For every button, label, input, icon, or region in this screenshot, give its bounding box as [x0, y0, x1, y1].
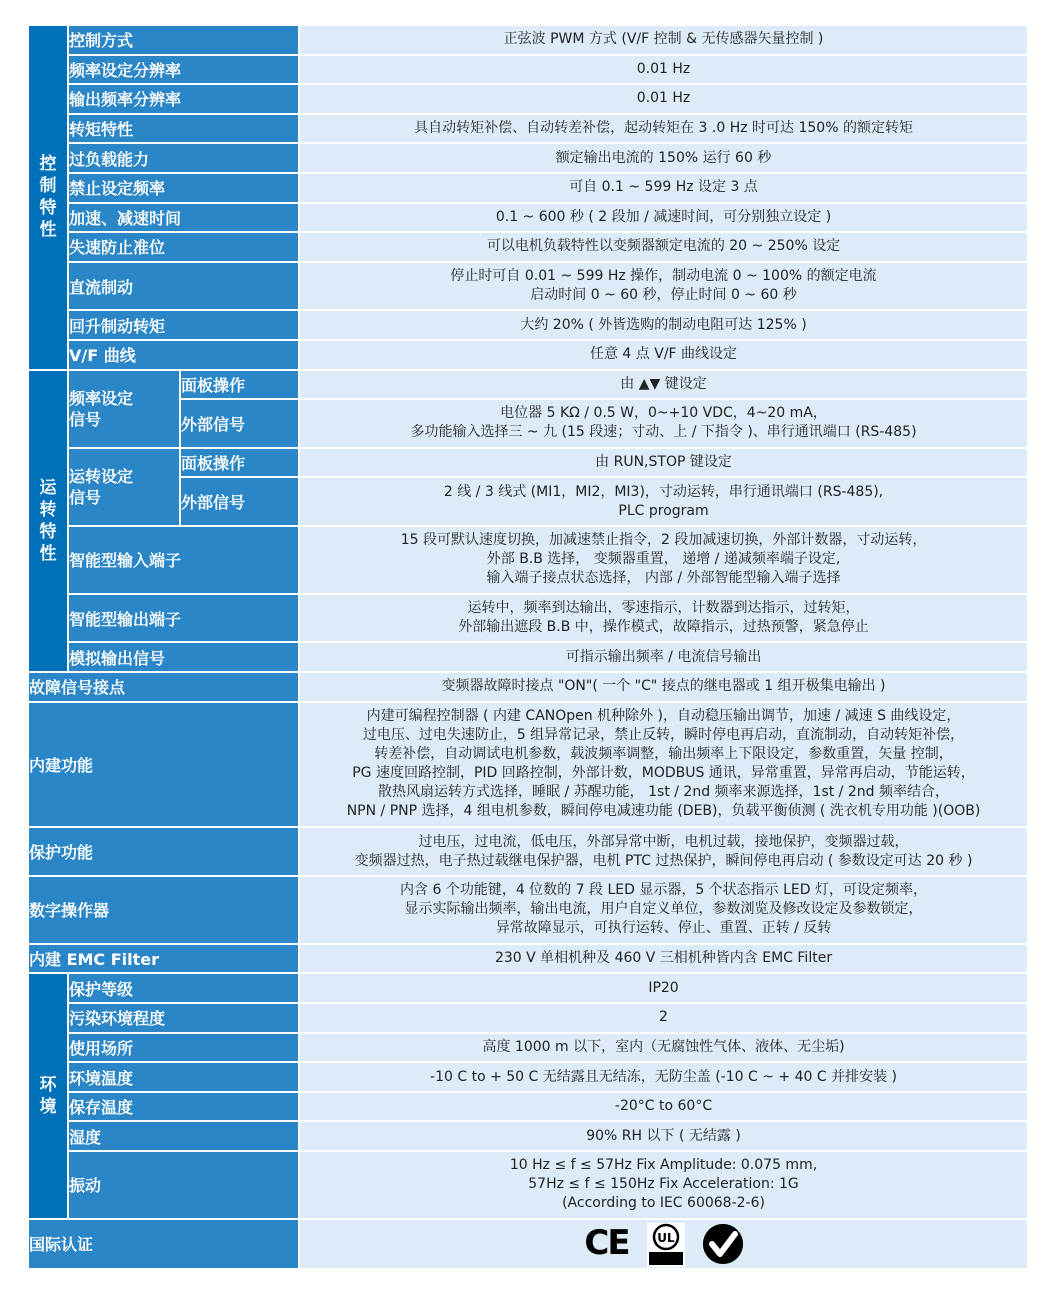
spec-row — [28, 672, 1028, 702]
spec-value-line: 10 Hz ≤ f ≤ 57Hz Fix Amplitude: 0.075 mm, — [509, 1157, 818, 1174]
rcm-mark-icon — [703, 1224, 743, 1264]
spec-value-line: 停止时可自 0.01 ~ 599 Hz 操作，制动电流 0 ~ 100% 的额定电流 — [450, 268, 877, 285]
spec-value-line: 异常故障显示，可执行运转、停止、重置、正转 / 反转 — [495, 920, 832, 937]
spec-row — [28, 973, 1028, 1003]
spec-label: 振动 — [68, 1151, 299, 1219]
spec-value — [299, 143, 1028, 173]
spec-value-line: 2 线 / 3 线式 (MI1，MI2，MI3)，寸动运转，串行通讯端口 (RS-485), — [443, 483, 884, 500]
spec-label: 频率设定信号 — [68, 370, 180, 448]
spec-value-line: 15 段可默认速度切换，加减速禁止指令，2 段加减速切换，外部计数器，寸动运转， — [400, 532, 927, 549]
spec-value — [299, 1092, 1028, 1122]
spec-value-line: 额定输出电流的 150% 运行 60 秒 — [555, 149, 772, 166]
spec-label: 面板操作 — [180, 448, 299, 478]
spec-table — [27, 24, 1029, 1270]
spec-row — [28, 702, 1028, 828]
spec-label: 国际认证 — [28, 1219, 299, 1269]
category-label — [28, 25, 68, 370]
spec-label: V/F 曲线 — [68, 340, 299, 370]
spec-row — [28, 526, 1028, 594]
spec-value-line: 90% RH 以下 ( 无结露 ) — [586, 1127, 741, 1144]
spec-value-line: 显示实际输出频率，输出电流，用户自定义单位，参数浏览及修改设定及参数锁定， — [404, 901, 923, 918]
spec-value-line: 230 V 单相机种及 460 V 三相机种皆内含 EMC Filter — [494, 950, 833, 967]
spec-label: 面板操作 — [180, 370, 299, 400]
spec-value-line: NPN / PNP 选择，4 组电机参数，瞬间停电减速功能 (DEB)，负载平衡侦测 ( 洗衣机专用功能 )(OOB) — [346, 803, 981, 820]
ce-mark-icon: CE — [584, 1223, 629, 1264]
spec-row — [28, 1062, 1028, 1092]
spec-value-line: 过电压，过电流，低电压，外部异常中断，电机过载，接地保护，变频器过载， — [418, 833, 909, 850]
spec-value-line: 0.01 Hz — [636, 60, 691, 77]
spec-value — [299, 25, 1028, 55]
spec-value-line: 电位器 5 KΩ / 0.5 W，0~+10 VDC，4~20 mA， — [500, 405, 827, 422]
spec-row — [28, 262, 1028, 311]
spec-value — [299, 84, 1028, 114]
spec-value-line: 57Hz ≤ f ≤ 150Hz Fix Acceleration: 1G — [528, 1176, 799, 1193]
category-label — [28, 370, 68, 672]
spec-value-line: 运转中，频率到达输出，零速指示，计数器到达指示，过转矩， — [467, 600, 860, 617]
spec-value — [299, 203, 1028, 233]
spec-value — [299, 310, 1028, 340]
spec-value-line: IP20 — [648, 979, 679, 996]
spec-value-line: 散热风扇运转方式选择，睡眠 / 苏醒功能， 1st / 2nd 频率来源选择，1st / 2nd 频率结合， — [378, 784, 949, 801]
spec-row — [28, 340, 1028, 370]
spec-label: 使用场所 — [68, 1033, 299, 1063]
spec-label: 直流制动 — [68, 262, 299, 311]
spec-row — [28, 173, 1028, 203]
spec-value — [299, 594, 1028, 643]
spec-label: 失速防止准位 — [68, 232, 299, 262]
category-text: 环境 — [39, 1075, 57, 1118]
spec-row — [28, 1121, 1028, 1151]
spec-value — [299, 340, 1028, 370]
spec-value-line: 大约 20% ( 外皆选购的制动电阻可达 125% ) — [520, 316, 807, 333]
spec-value-line: 由 ▲▼ 键设定 — [620, 375, 707, 392]
spec-value-line: 高度 1000 m 以下，室内（无腐蚀性气体、液体、无尘垢) — [482, 1038, 845, 1055]
spec-row — [28, 876, 1028, 944]
spec-value-line: 可自 0.1 ~ 599 Hz 设定 3 点 — [569, 179, 758, 196]
spec-label: 智能型输入端子 — [68, 526, 299, 594]
spec-label: 禁止设定频率 — [68, 173, 299, 203]
spec-row — [28, 1003, 1028, 1033]
spec-row — [28, 1151, 1028, 1219]
spec-value-line: -20°C to 60°C — [614, 1098, 713, 1115]
spec-value — [299, 526, 1028, 594]
certification-row — [28, 1219, 1028, 1269]
spec-label: 智能型输出端子 — [68, 594, 299, 643]
spec-label: 运转设定信号 — [68, 448, 180, 526]
spec-row — [28, 370, 1028, 400]
spec-label: 污染环境程度 — [68, 1003, 299, 1033]
spec-row — [28, 448, 1028, 478]
spec-value — [299, 399, 1028, 448]
spec-row — [28, 944, 1028, 974]
spec-row — [28, 25, 1028, 55]
category-label — [28, 973, 68, 1218]
spec-value-line: 由 RUN,STOP 键设定 — [595, 454, 732, 471]
spec-value-line: PG 速度回路控制，PID 回路控制，外部计数，MODBUS 通讯，异常重置，异常再启动，节能运转， — [352, 765, 975, 782]
spec-value — [299, 672, 1028, 702]
spec-label: 内建 EMC Filter — [28, 944, 299, 974]
spec-label: 内建功能 — [28, 702, 299, 828]
spec-label: 加速、减速时间 — [68, 203, 299, 233]
spec-value — [299, 370, 1028, 400]
spec-value — [299, 55, 1028, 85]
spec-label: 保护功能 — [28, 827, 299, 876]
spec-row — [28, 827, 1028, 876]
spec-value-line: 0.01 Hz — [636, 90, 691, 107]
spec-value-line: 过电压、过电失速防止，5 组异常记录，禁止反转，瞬时停电再启动，直流制动，自动转矩补偿， — [362, 727, 965, 744]
spec-label: 环境温度 — [68, 1062, 299, 1092]
spec-value-line: 变频器过热，电子热过载继电保护器，电机 PTC 过热保护，瞬间停电再启动 ( 参数设定可达 20 秒 ) — [354, 852, 973, 869]
spec-value — [299, 876, 1028, 944]
spec-row — [28, 143, 1028, 173]
spec-value — [299, 702, 1028, 828]
spec-row — [28, 114, 1028, 144]
spec-row — [28, 310, 1028, 340]
spec-value-line: 转差补偿，自动调试电机参数，载波频率调整，输出频率上下限设定，参数重置，矢量 控制， — [374, 746, 953, 763]
spec-row — [28, 203, 1028, 233]
spec-value — [299, 173, 1028, 203]
spec-value — [299, 944, 1028, 974]
spec-value — [299, 1062, 1028, 1092]
spec-row — [28, 232, 1028, 262]
spec-value — [299, 1003, 1028, 1033]
spec-value-line: (According to IEC 60068-2-6) — [562, 1195, 765, 1212]
spec-label: 输出频率分辨率 — [68, 84, 299, 114]
spec-value — [299, 262, 1028, 311]
spec-row — [28, 594, 1028, 643]
spec-value-line: -10 C to + 50 C 无结露且无结冻，无防尘盖 (-10 C ~ + 40 C 并排安装 ) — [430, 1068, 897, 1085]
ul-listed-icon — [647, 1223, 685, 1265]
spec-value-line: PLC program — [618, 502, 709, 519]
spec-row — [28, 1033, 1028, 1063]
spec-label: 外部信号 — [180, 477, 299, 526]
spec-row — [28, 642, 1028, 672]
spec-label: 数字操作器 — [28, 876, 299, 944]
spec-value-line: 外部输出遮段 B.B 中，操作模式，故障指示，过热预警，紧急停止 — [458, 619, 869, 636]
spec-value — [299, 114, 1028, 144]
spec-value-line: 正弦波 PWM 方式 (V/F 控制 & 无传感器矢量控制 ) — [503, 31, 824, 48]
spec-row — [28, 55, 1028, 85]
spec-value-line: 内含 6 个功能键，4 位数的 7 段 LED 显示器，5 个状态指示 LED 灯，可设定频率， — [400, 882, 927, 899]
spec-label: 保存温度 — [68, 1092, 299, 1122]
spec-label: 故障信号接点 — [28, 672, 299, 702]
spec-value-line: 可指示输出频率 / 电流信号输出 — [565, 648, 762, 665]
spec-label: 外部信号 — [180, 399, 299, 448]
category-text: 运转特性 — [39, 477, 57, 564]
spec-label: 湿度 — [68, 1121, 299, 1151]
spec-value-line: 0.1 ~ 600 秒 ( 2 段加 / 减速时间，可分别独立设定 ) — [495, 208, 832, 225]
spec-value — [299, 1121, 1028, 1151]
spec-value — [299, 642, 1028, 672]
spec-value — [299, 477, 1028, 526]
spec-value-line: 2 — [659, 1009, 668, 1026]
spec-value-line: 多功能输入选择三 ~ 九 (15 段速；寸动、上 / 下指令 )、串行通讯端口 (RS-485) — [410, 424, 917, 441]
spec-label: 控制方式 — [68, 25, 299, 55]
spec-label: 模拟输出信号 — [68, 642, 299, 672]
spec-value — [299, 1151, 1028, 1219]
spec-value-line: 外部 B.B 选择， 变频器重置， 递增 / 递减频率端子设定, — [486, 551, 841, 568]
spec-value-line: 内建可编程控制器 ( 内建 CANOpen 机种除外 )，自动稳压输出调节，加速 / 减速 S 曲线设定， — [366, 708, 961, 725]
spec-value — [299, 1033, 1028, 1063]
spec-label: 保护等级 — [68, 973, 299, 1003]
svg-text:UL: UL — [656, 1230, 675, 1245]
spec-value-line: 变频器故障时接点 "ON"( 一个 "C" 接点的继电器或 1 组开极集电输出 ) — [441, 678, 886, 695]
spec-value — [299, 448, 1028, 478]
spec-value-line: 具自动转矩补偿、自动转差补偿，起动转矩在 3 .0 Hz 时可达 150% 的额定转矩 — [414, 120, 913, 137]
spec-value — [299, 973, 1028, 1003]
certification-marks — [299, 1219, 1028, 1269]
category-text: 控制特性 — [39, 154, 57, 241]
spec-label: 转矩特性 — [68, 114, 299, 144]
spec-label: 回升制动转矩 — [68, 310, 299, 340]
spec-row — [28, 1092, 1028, 1122]
spec-label: 频率设定分辨率 — [68, 55, 299, 85]
spec-value-line: 可以电机负载特性以变频器额定电流的 20 ~ 250% 设定 — [486, 238, 841, 255]
spec-row — [28, 84, 1028, 114]
spec-value-line: 启动时间 0 ~ 60 秒，停止时间 0 ~ 60 秒 — [530, 287, 797, 304]
spec-value — [299, 232, 1028, 262]
spec-value-line: 任意 4 点 V/F 曲线设定 — [589, 346, 738, 363]
spec-value-line: 输入端子接点状态选择， 内部 / 外部智能型输入端子选择 — [486, 570, 841, 587]
spec-label: 过负载能力 — [68, 143, 299, 173]
spec-value — [299, 827, 1028, 876]
